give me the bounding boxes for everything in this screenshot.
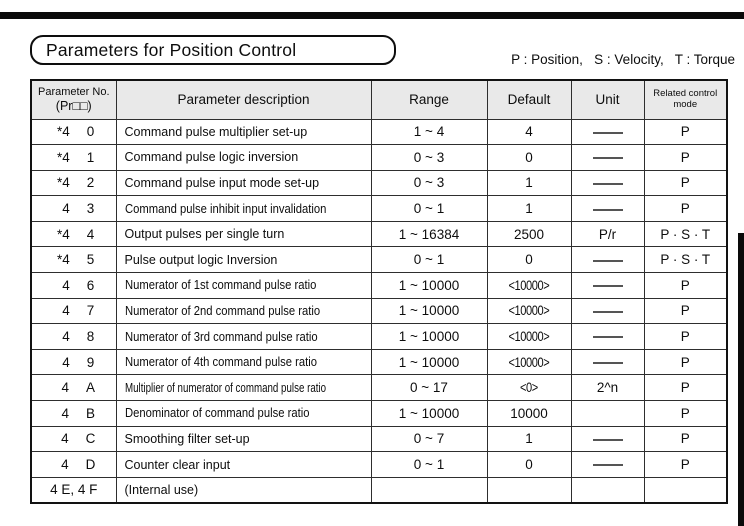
unit-cell bbox=[571, 119, 644, 145]
unit-cell bbox=[571, 247, 644, 273]
range-cell: 0 ~ 3 bbox=[371, 145, 487, 171]
description-text: Numerator of 1st command pulse ratio bbox=[124, 278, 316, 293]
related-mode-cell: P bbox=[644, 349, 727, 375]
param-digit-1: 4 bbox=[62, 354, 70, 370]
related-mode-cell: P bbox=[644, 401, 727, 427]
param-digit-1: 4 bbox=[62, 201, 70, 217]
param-digit-2: 6 bbox=[86, 277, 95, 293]
description-cell bbox=[116, 170, 371, 196]
range-cell: 1 ~ 10000 bbox=[371, 324, 487, 350]
range-cell: 1 ~ 10000 bbox=[371, 273, 487, 299]
table-row bbox=[31, 273, 727, 299]
default-cell bbox=[487, 273, 571, 299]
range-cell: 1 ~ 10000 bbox=[371, 349, 487, 375]
param-no-cell bbox=[31, 273, 116, 299]
param-no-cell bbox=[31, 221, 116, 247]
no-unit-dash bbox=[593, 260, 623, 262]
description-text: Command pulse multiplier set-up bbox=[124, 124, 308, 139]
unit-cell bbox=[571, 273, 644, 299]
param-digit-1: 4 bbox=[62, 329, 70, 345]
param-no-cell bbox=[31, 401, 116, 427]
description-cell bbox=[116, 298, 371, 324]
table-row bbox=[31, 349, 727, 375]
default-cell: 1 bbox=[487, 426, 571, 452]
default-value: <0> bbox=[520, 380, 538, 396]
related-mode-cell: P bbox=[644, 298, 727, 324]
param-no-cell bbox=[31, 196, 116, 222]
unit-cell bbox=[571, 426, 644, 452]
param-digit-1: 4 bbox=[61, 405, 69, 421]
range-cell: 1 ~ 10000 bbox=[371, 401, 487, 427]
param-star: * bbox=[56, 149, 63, 165]
description-cell bbox=[116, 196, 371, 222]
default-cell: 0 bbox=[487, 247, 571, 273]
param-digit-1: 4 bbox=[62, 303, 70, 319]
param-digit-2: 7 bbox=[86, 303, 95, 319]
unit-cell bbox=[571, 145, 644, 171]
param-digit-1: 4 bbox=[62, 124, 70, 140]
param-digit-2: C bbox=[85, 431, 96, 447]
table-row bbox=[31, 145, 727, 171]
default-cell: 1 bbox=[487, 196, 571, 222]
no-unit-dash bbox=[593, 209, 623, 211]
description-cell bbox=[116, 375, 371, 401]
no-unit-dash bbox=[593, 157, 623, 159]
related-mode-cell: P bbox=[644, 452, 727, 478]
parameters-table bbox=[30, 79, 728, 504]
param-digit-1: 4 bbox=[61, 457, 69, 473]
description-text: (Internal use) bbox=[124, 482, 199, 497]
description-text: Denominator of command pulse ratio bbox=[124, 406, 309, 421]
range-cell: 1 ~ 4 bbox=[371, 119, 487, 145]
param-digit-1: 4 bbox=[62, 149, 70, 165]
range-cell: 0 ~ 7 bbox=[371, 426, 487, 452]
header-unit: Unit bbox=[571, 80, 644, 119]
related-mode-cell: P bbox=[644, 145, 727, 171]
table-row bbox=[31, 324, 727, 350]
default-value: <10000> bbox=[508, 329, 550, 345]
unit-cell bbox=[571, 477, 644, 503]
default-cell bbox=[487, 298, 571, 324]
description-cell bbox=[116, 145, 371, 171]
table-row bbox=[31, 298, 727, 324]
param-no-cell bbox=[31, 145, 116, 171]
description-text: Counter clear input bbox=[124, 457, 231, 472]
related-mode-cell: P bbox=[644, 273, 727, 299]
range-cell: 1 ~ 10000 bbox=[371, 298, 487, 324]
range-cell: 0 ~ 1 bbox=[371, 452, 487, 478]
unit-cell: 2^n bbox=[571, 375, 644, 401]
top-rule bbox=[0, 12, 744, 19]
table-row bbox=[31, 452, 727, 478]
table-row bbox=[31, 401, 727, 427]
default-cell: 2500 bbox=[487, 221, 571, 247]
table-row bbox=[31, 170, 727, 196]
default-cell: 0 bbox=[487, 145, 571, 171]
param-star: * bbox=[56, 252, 63, 268]
description-text: Pulse output logic Inversion bbox=[124, 252, 278, 267]
param-star: * bbox=[56, 226, 63, 242]
table-header-row bbox=[31, 80, 727, 119]
param-digit-2: 9 bbox=[86, 354, 95, 370]
header-range: Range bbox=[371, 80, 487, 119]
default-cell: 4 bbox=[487, 119, 571, 145]
param-no-cell bbox=[31, 452, 116, 478]
no-unit-dash bbox=[593, 132, 623, 134]
param-digit-2: 8 bbox=[86, 329, 95, 345]
description-text: Numerator of 2nd command pulse ratio bbox=[124, 303, 320, 318]
table-row bbox=[31, 477, 727, 503]
range-cell: 0 ~ 17 bbox=[371, 375, 487, 401]
related-mode-cell: P · S · T bbox=[644, 221, 727, 247]
default-cell: 1 bbox=[487, 170, 571, 196]
unit-cell bbox=[571, 452, 644, 478]
param-digit-1: 4 bbox=[61, 380, 69, 396]
default-value: <10000> bbox=[508, 303, 550, 319]
no-unit-dash bbox=[593, 464, 623, 466]
param-no-cell bbox=[31, 426, 116, 452]
param-no-cell bbox=[31, 375, 116, 401]
param-digit-2: 0 bbox=[86, 124, 95, 140]
related-mode-cell: P bbox=[644, 119, 727, 145]
section-title-box bbox=[30, 35, 396, 65]
description-cell bbox=[116, 477, 371, 503]
param-no-cell: 4 E, 4 F bbox=[31, 477, 116, 503]
description-text: Multiplier of numerator of command pulse ratio bbox=[124, 380, 326, 395]
param-digit-2: 5 bbox=[86, 252, 95, 268]
no-unit-dash bbox=[593, 183, 623, 185]
description-text: Numerator of 3rd command pulse ratio bbox=[124, 329, 318, 344]
default-cell bbox=[487, 349, 571, 375]
param-digit-2: A bbox=[86, 380, 96, 396]
section-title: Parameters for Position Control bbox=[46, 39, 297, 60]
unit-cell bbox=[571, 196, 644, 222]
param-digit-1: 4 bbox=[62, 277, 70, 293]
header-param-no: Parameter No. (Pr□□) bbox=[31, 80, 116, 119]
header-related-control-mode: Related control mode bbox=[644, 80, 727, 119]
related-mode-cell: P bbox=[644, 170, 727, 196]
no-unit-dash bbox=[593, 285, 623, 287]
param-no-cell bbox=[31, 349, 116, 375]
unit-cell bbox=[571, 324, 644, 350]
header-default: Default bbox=[487, 80, 571, 119]
param-digit-2: D bbox=[85, 457, 96, 473]
default-cell bbox=[487, 375, 571, 401]
description-cell bbox=[116, 247, 371, 273]
related-mode-cell: P bbox=[644, 324, 727, 350]
table-row bbox=[31, 247, 727, 273]
no-unit-dash bbox=[593, 362, 623, 364]
param-no-cell bbox=[31, 247, 116, 273]
no-unit-dash bbox=[593, 336, 623, 338]
parameters-table-body bbox=[31, 119, 727, 503]
range-cell bbox=[371, 477, 487, 503]
default-cell: 10000 bbox=[487, 401, 571, 427]
description-cell bbox=[116, 324, 371, 350]
table-row bbox=[31, 196, 727, 222]
description-text: Smoothing filter set-up bbox=[124, 431, 250, 446]
default-value: <10000> bbox=[508, 277, 550, 293]
param-no-cell bbox=[31, 119, 116, 145]
header-description: Parameter description bbox=[116, 80, 371, 119]
param-digit-2: 1 bbox=[86, 149, 95, 165]
range-cell: 0 ~ 1 bbox=[371, 196, 487, 222]
related-mode-cell: P bbox=[644, 426, 727, 452]
description-cell bbox=[116, 426, 371, 452]
param-digit-2: B bbox=[86, 405, 96, 421]
description-cell bbox=[116, 119, 371, 145]
related-mode-cell bbox=[644, 477, 727, 503]
param-digit-2: 3 bbox=[86, 201, 95, 217]
param-no-cell bbox=[31, 324, 116, 350]
description-text: Numerator of 4th command pulse ratio bbox=[124, 355, 317, 370]
description-text: Output pulses per single turn bbox=[124, 227, 285, 242]
default-cell: 0 bbox=[487, 452, 571, 478]
parameters-table-wrap bbox=[30, 79, 728, 504]
description-cell bbox=[116, 452, 371, 478]
param-star: * bbox=[56, 175, 63, 191]
unit-cell: P/r bbox=[571, 221, 644, 247]
range-cell: 0 ~ 1 bbox=[371, 247, 487, 273]
description-cell bbox=[116, 221, 371, 247]
unit-cell bbox=[571, 401, 644, 427]
table-row bbox=[31, 426, 727, 452]
description-text: Command pulse input mode set-up bbox=[124, 175, 320, 190]
param-no-cell bbox=[31, 170, 116, 196]
no-unit-dash bbox=[593, 439, 623, 441]
unit-cell bbox=[571, 349, 644, 375]
param-digit-1: 4 bbox=[62, 252, 70, 268]
param-digit-1: 4 bbox=[62, 226, 70, 242]
related-mode-cell: P bbox=[644, 196, 727, 222]
range-cell: 1 ~ 16384 bbox=[371, 221, 487, 247]
table-row bbox=[31, 375, 727, 401]
param-digit-1: 4 bbox=[61, 431, 69, 447]
unit-cell bbox=[571, 298, 644, 324]
param-digit-1: 4 bbox=[62, 175, 70, 191]
description-cell bbox=[116, 349, 371, 375]
description-text: Command pulse inhibit input invalidation bbox=[124, 201, 326, 216]
unit-cell bbox=[571, 170, 644, 196]
related-mode-cell: P bbox=[644, 375, 727, 401]
related-mode-cell: P · S · T bbox=[644, 247, 727, 273]
param-star: * bbox=[56, 124, 63, 140]
table-row bbox=[31, 221, 727, 247]
param-digit-2: 4 bbox=[86, 226, 95, 242]
description-text: Command pulse logic inversion bbox=[124, 150, 299, 165]
default-cell bbox=[487, 477, 571, 503]
table-row bbox=[31, 119, 727, 145]
param-digit-2: 2 bbox=[86, 175, 95, 191]
no-unit-dash bbox=[593, 311, 623, 313]
description-cell bbox=[116, 273, 371, 299]
range-cell: 0 ~ 3 bbox=[371, 170, 487, 196]
page-edge-tab bbox=[738, 233, 744, 526]
description-cell bbox=[116, 401, 371, 427]
mode-legend: P : Position, S : Velocity, T : Torque bbox=[511, 52, 735, 67]
param-no-cell bbox=[31, 298, 116, 324]
default-value: <10000> bbox=[508, 354, 550, 370]
default-cell bbox=[487, 324, 571, 350]
